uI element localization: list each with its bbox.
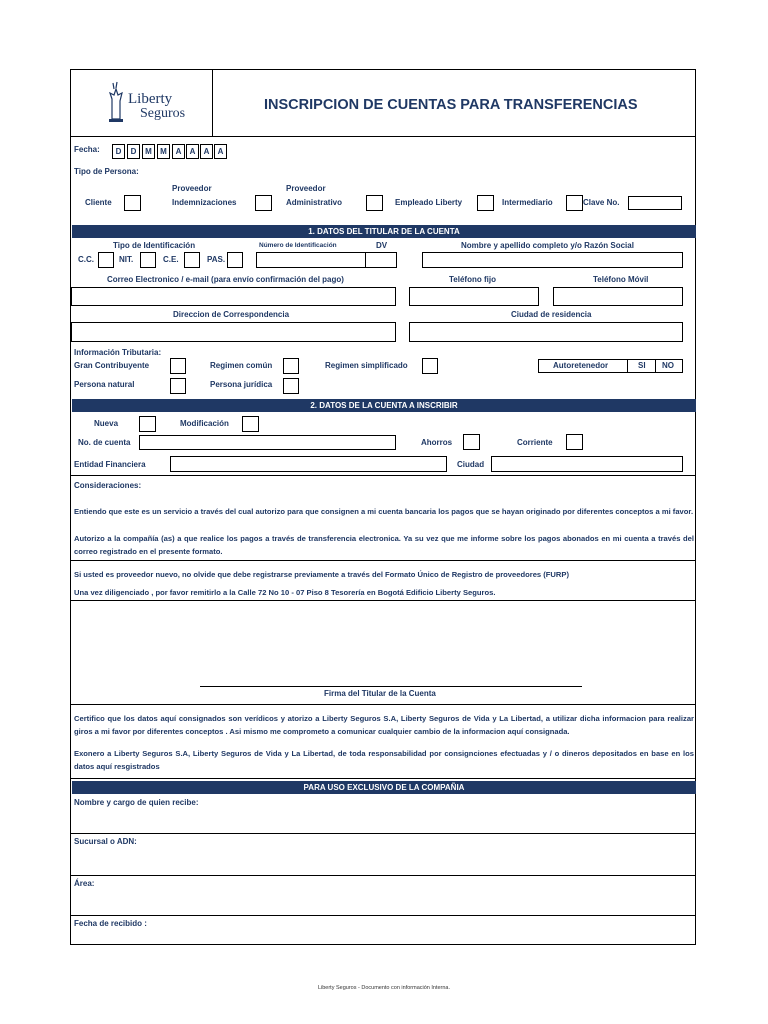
divider	[71, 600, 695, 601]
footer-text: Liberty Seguros - Documento con información Interna.	[317, 985, 451, 991]
intermediario-checkbox[interactable]	[566, 195, 583, 211]
pas-label: PAS.	[207, 255, 226, 264]
nombre-cargo-label: Nombre y cargo de quien recibe:	[74, 798, 199, 807]
cliente-checkbox[interactable]	[124, 195, 141, 211]
regimen-comun-checkbox[interactable]	[283, 358, 299, 374]
regimen-simpl-checkbox[interactable]	[422, 358, 438, 374]
entidad-field[interactable]	[170, 456, 447, 472]
regimen-comun-label: Regimen común	[210, 361, 273, 370]
prov-admin-label-2: Administrativo	[286, 198, 343, 207]
si-option[interactable]: SI	[638, 361, 646, 370]
consideraciones-p4: Una vez diligenciado , por favor remitirlo a la Calle 72 No 10 - 07 Piso 8 Tesorería en Bogotá Edificio Liberty Seguros.	[74, 588, 496, 597]
cliente-label: Cliente	[85, 198, 112, 207]
section2-title: 2. DATOS DE LA CUENTA A INSCRIBIR	[72, 399, 696, 412]
modificacion-checkbox[interactable]	[242, 416, 259, 432]
nombre-label: Nombre y apellido completo y/o Razón Social	[461, 241, 634, 250]
divider	[71, 833, 695, 834]
ciudad-res-label: Ciudad de residencia	[511, 310, 592, 319]
autoretenedor-label: Autoretenedor	[553, 361, 609, 370]
clave-label: Clave No.	[583, 198, 620, 207]
corriente-label: Corriente	[517, 438, 553, 447]
ce-checkbox[interactable]	[184, 252, 200, 268]
date-cell-a3[interactable]: A	[200, 144, 213, 159]
date-cell-a1[interactable]: A	[172, 144, 185, 159]
nueva-label: Nueva	[94, 419, 119, 428]
consideraciones-p3: Si usted es proveedor nuevo, no olvide que debe registrarse previamente a través del Formato Único de Registro de proveedores (FURP)	[74, 570, 569, 579]
sucursal-label: Sucursal o ADN:	[74, 837, 137, 846]
info-trib-label: Información Tributaria:	[74, 348, 162, 357]
ciudad-label: Ciudad	[457, 460, 485, 469]
gran-contrib-label: Gran Contribuyente	[74, 361, 150, 370]
ahorros-checkbox[interactable]	[463, 434, 480, 450]
ciudad-field[interactable]	[491, 456, 683, 472]
dv-label: DV	[376, 241, 388, 250]
no-option[interactable]: NO	[662, 361, 674, 370]
divider	[71, 915, 695, 916]
divider	[71, 778, 695, 779]
correo-field[interactable]	[71, 287, 396, 306]
nit-checkbox[interactable]	[140, 252, 156, 268]
persona-juridica-label: Persona jurídica	[210, 380, 273, 389]
date-cell-d2[interactable]: D	[127, 144, 140, 159]
direccion-label: Direccion de Correspondencia	[173, 310, 290, 319]
date-cell-a2[interactable]: A	[186, 144, 199, 159]
logo-text-liberty: Liberty	[128, 91, 173, 107]
tel-movil-label: Teléfono Móvil	[593, 275, 649, 284]
modificacion-label: Modificación	[180, 419, 229, 428]
divider	[71, 875, 695, 876]
date-cell-d1[interactable]: D	[112, 144, 125, 159]
tel-movil-field[interactable]	[553, 287, 683, 306]
divider	[71, 475, 695, 476]
divider	[627, 359, 628, 373]
no-cuenta-label: No. de cuenta	[78, 438, 131, 447]
intermediario-label: Intermediario	[502, 198, 553, 207]
divider	[71, 560, 695, 561]
empleado-label: Empleado Liberty	[395, 198, 463, 207]
empleado-checkbox[interactable]	[477, 195, 494, 211]
area-label: Área:	[74, 879, 95, 888]
regimen-simpl-label: Regimen simplificado	[325, 361, 408, 370]
nueva-checkbox[interactable]	[139, 416, 156, 432]
logo-text-seguros: Seguros	[140, 106, 186, 121]
signature-line[interactable]	[200, 686, 582, 687]
tipo-id-label: Tipo de Identificación	[113, 241, 196, 250]
nombre-field[interactable]	[422, 252, 683, 268]
gran-contrib-checkbox[interactable]	[170, 358, 186, 374]
divider	[655, 359, 656, 373]
correo-label: Correo Electronico / e-mail (para envío confirmación del pago)	[107, 275, 344, 284]
prov-admin-label-1: Proveedor	[286, 184, 326, 193]
direccion-field[interactable]	[71, 322, 396, 342]
persona-natural-label: Persona natural	[74, 380, 135, 389]
exclusivo-title: PARA USO EXCLUSIVO DE LA COMPAÑIA	[72, 781, 696, 794]
clave-field[interactable]	[628, 196, 682, 210]
entidad-label: Entidad Financiera	[74, 460, 146, 469]
firma-label: Firma del Titular de la Cuenta	[324, 689, 436, 698]
certifico-p2: Exonero a Liberty Seguros S.A, Liberty Seguros de Vida y La Libertad, de toda responsabilidad por consignciones efectuadas y / o dineros depositados en base en los datos aquí resgistrados	[74, 749, 694, 771]
date-cell-m1[interactable]: M	[142, 144, 155, 159]
prov-indem-label-1: Proveedor	[172, 184, 212, 193]
fecha-recibido-label: Fecha de recibido :	[74, 919, 147, 928]
date-cell-m2[interactable]: M	[157, 144, 170, 159]
tel-fijo-label: Teléfono fijo	[449, 275, 496, 284]
header	[71, 70, 695, 136]
date-cell-a4[interactable]: A	[214, 144, 227, 159]
prov-indem-checkbox[interactable]	[255, 195, 272, 211]
persona-juridica-checkbox[interactable]	[283, 378, 299, 394]
date-label: Fecha:	[74, 145, 100, 154]
pas-checkbox[interactable]	[227, 252, 243, 268]
persona-natural-checkbox[interactable]	[170, 378, 186, 394]
liberty-logo	[104, 79, 188, 127]
ahorros-label: Ahorros	[421, 438, 453, 447]
corriente-checkbox[interactable]	[566, 434, 583, 450]
consideraciones-title: Consideraciones:	[74, 481, 142, 490]
cc-checkbox[interactable]	[98, 252, 114, 268]
consideraciones-p1: Entiendo que este es un servicio a través del cual autorizo para que consignen a mi cuenta bancaria los pagos que se hayan originado por diferentes conceptos a mi favor.	[74, 507, 694, 516]
ce-label: C.E.	[163, 255, 179, 264]
form-frame	[70, 69, 696, 945]
tel-fijo-field[interactable]	[409, 287, 539, 306]
page-title: INSCRIPCION DE CUENTAS PARA TRANSFERENCIAS	[264, 97, 638, 113]
tipo-persona-label: Tipo de Persona:	[74, 167, 139, 176]
header-divider	[212, 70, 213, 136]
numero-id-label: Número de Identificación	[259, 242, 337, 249]
prov-indem-label-2: Indemnizaciones	[172, 198, 237, 207]
nit-label: NIT.	[119, 255, 134, 264]
no-cuenta-field[interactable]	[139, 435, 396, 450]
dv-field[interactable]	[365, 252, 397, 268]
certifico-p1: Certifico que los datos aquí consignados son verídicos y atorizo a Liberty Seguros S.A, Liberty Seguros de Vida y La Libertad, a utilizar dicha informacion para realizar giros a mi favor por diferentes conceptos . Asi mismo me comprometo a comunicar cualquier cambio de la informacion aquí consignada.	[74, 714, 694, 736]
prov-admin-checkbox[interactable]	[366, 195, 383, 211]
section1-title: 1. DATOS DEL TITULAR DE LA CUENTA	[72, 225, 696, 238]
ciudad-res-field[interactable]	[409, 322, 683, 342]
divider	[71, 136, 695, 137]
consideraciones-p2: Autorizo a la compañía (as) a que realice los pagos a través de transferencia electronica. Ya su vez que me informe sobre los pagos abonados en mi cuenta a través del correo registrado en el presente formato.	[74, 534, 694, 556]
divider	[71, 704, 695, 705]
cc-label: C.C.	[78, 255, 94, 264]
numero-id-field[interactable]	[256, 252, 366, 268]
